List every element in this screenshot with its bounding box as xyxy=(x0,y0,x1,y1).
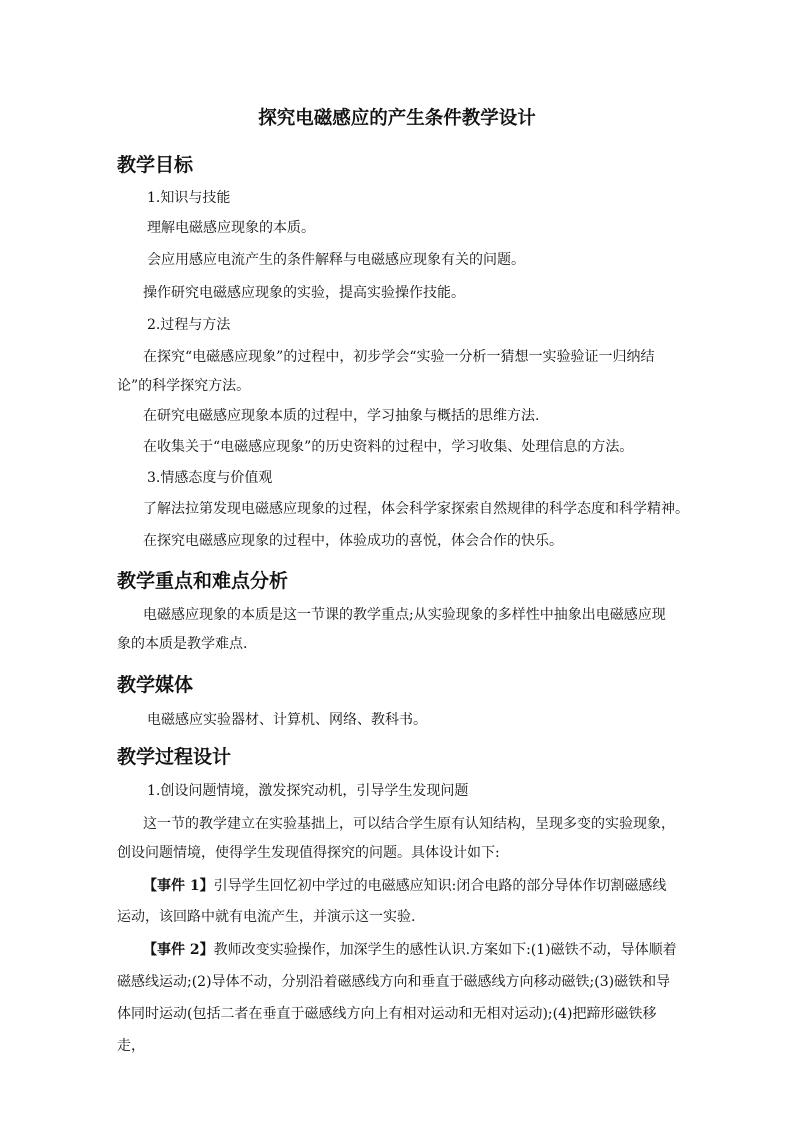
event-2: 【事件 2】教师改变实验操作，加深学生的感性认识.方案如下:(1)磁铁不动，导体顺着磁感线运动;(2)导体不动，分别沿着磁感线方向和垂直于磁感线方向移动磁铁;(3)磁铁和导体同时运动(包括二者在垂直于磁感线方向上有相对运动和无相对运动);(4)把蹄形磁铁移走， xyxy=(117,942,677,1054)
process-intro: 这一节的教学建立在实验基拙上，可以结合学生原有认知结构，呈现多变的实验现象，创设问题情境，使得学生发现值得探究的问题。具体设计如下: xyxy=(117,816,675,861)
event-1: 【事件 1】引导学生回忆初中学过的电磁感应知识:闭合电路的部分导体作切割磁感线运动，该回路中就有电流产生，并演示这一实验. xyxy=(117,878,667,925)
goal-item: 2.过程与方法 xyxy=(147,317,231,333)
goal-item: 在探究电磁感应现象的过程中，体验成功的喜悦，体会合作的快乐。 xyxy=(143,533,563,549)
goal-item: 了解法拉第发现电磁感应现象的过程，体会科学家探索自然规律的科学态度和科学精神。 xyxy=(143,501,689,517)
event-2-label: 【事件 2】 xyxy=(143,942,214,958)
event-1-label: 【事件 1】 xyxy=(143,878,214,894)
media-text: 电磁感应实验器材、计算机、网络、教科书。 xyxy=(147,712,427,728)
goal-item: 会应用感应电流产生的条件解释与电磁感应现象有关的问题。 xyxy=(147,252,525,268)
heading-media: 教学媒体 xyxy=(117,674,194,696)
goal-item: 在研究电磁感应现象本质的过程中，学习抽象与概括的思维方法. xyxy=(143,408,540,424)
heading-teaching-goals: 教学目标 xyxy=(117,154,194,176)
goal-item: 3.情感态度与价值观 xyxy=(147,470,273,486)
goal-item: 1.知识与技能 xyxy=(147,190,231,206)
goal-item: 操作研究电磁感应现象的实验，提高实验操作技能。 xyxy=(143,285,465,301)
process-step: 1.创设问题情境，激发探究动机，引导学生发现问题 xyxy=(147,783,469,799)
document-title: 探究电磁感应的产生条件教学设计 xyxy=(258,108,536,129)
goal-item: 在收集关于“电磁感应现象”的历史资料的过程中，学习收集、处理信息的方法。 xyxy=(143,439,634,455)
heading-process: 教学过程设计 xyxy=(117,746,232,768)
goal-item-wrapped: 在探究“电磁感应现象”的过程中，初步学会“实验一分析一猜想一实验验证一归纳结论”的科学探究方法。 xyxy=(117,349,655,394)
key-points-text: 电磁感应现象的本质是这一节课的教学重点;从实验现象的多样性中抽象出电磁感应现象的本质是教学难点. xyxy=(117,607,666,652)
goal-item: 理解电磁感应现象的本质。 xyxy=(147,220,315,236)
heading-key-points: 教学重点和难点分析 xyxy=(117,570,289,592)
